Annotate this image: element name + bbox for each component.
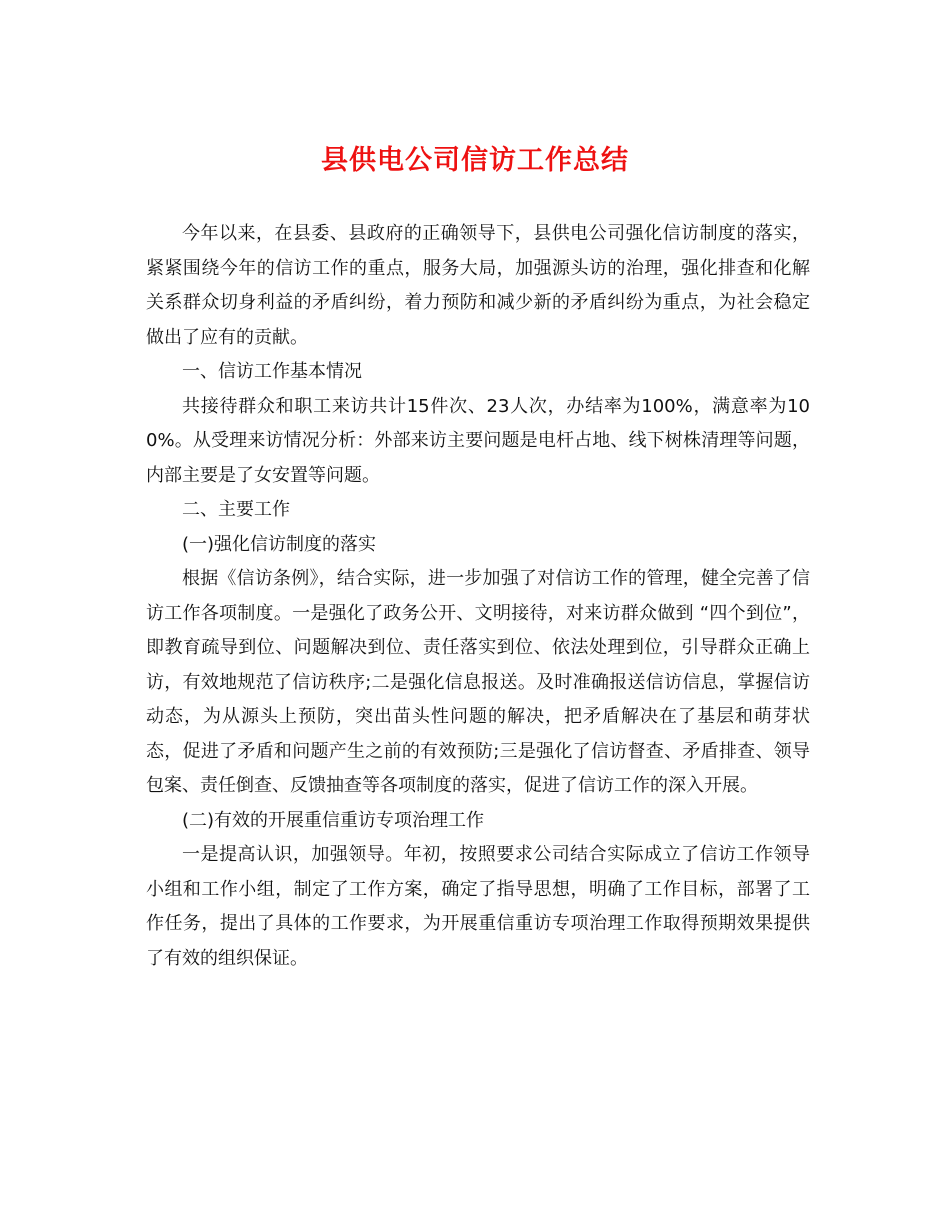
paragraph-basic-situation: 共接待群众和职工来访共计15件次、23人次，办结率为100%，满意率为100%。从受理来访情况分析：外部来访主要问题是电杆占地、线下树株清理等问题，内部主要是了女安置等问题。 (146, 395, 810, 486)
paragraph-leadership: 一是提高认识，加强领导。年初，按照要求公司结合实际成立了信访工作领导小组和工作小组，制定了工作方案，确定了指导思想，明确了工作目标，部署了工作任务，提出了具体的工作要求，为开展重信重访专项治理工作取得预期效果提供了有效的组织保证。 (146, 844, 810, 969)
section-heading-2: 二、主要工作 (182, 499, 290, 520)
document-title: 县供电公司信访工作总结 (321, 145, 629, 176)
section-heading-1: 一、信访工作基本情况 (182, 361, 362, 382)
paragraph-intro: 今年以来，在县委、县政府的正确领导下，县供电公司强化信访制度的落实，紧紧围绕今年的信访工作的重点，服务大局，加强源头访的治理，强化排查和化解关系群众切身利益的矛盾纠纷，着力预防和减少新的矛盾纠纷为重点，为社会稳定做出了应有的贡献。 (146, 223, 810, 348)
document-body (146, 217, 810, 976)
paragraph-system-implementation: 根据《信访条例》，结合实际，进一步加强了对信访工作的管理，健全完善了信访工作各项制度。一是强化了政务公开、文明接待，对来访群众做到 “四个到位”，即教育疏导到位、问题解决到位、责任落实到位、依法处理到位，引导群众正确上访，有效地规范了信访秩序;二是强化信息报送。及时准确报送信访信息，掌握信访动态，为从源头上预防，突出苗头性问题的解决，把矛盾解决在了基层和萌芽状态，促进了矛盾和问题产生之前的有效预防;三是强化了信访督查、矛盾排查、领导包案、责任倒查、反馈抽查等各项制度的落实，促进了信访工作的深入开展。 (146, 568, 810, 796)
subsection-heading-2: (二)有效的开展重信重访专项治理工作 (182, 809, 485, 831)
subsection-heading-1: (一)强化信访制度的落实 (182, 533, 377, 555)
